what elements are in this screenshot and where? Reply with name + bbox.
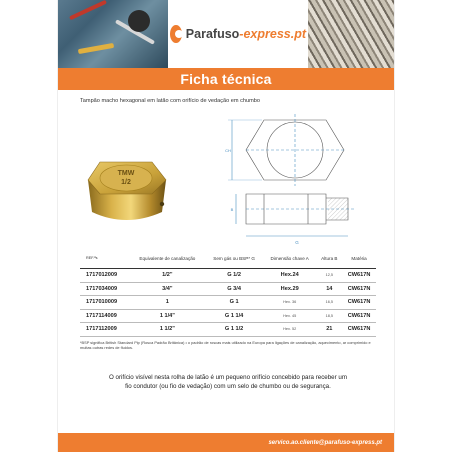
- brand-domain: -express.pt: [239, 27, 306, 41]
- brand-name: Parafuso: [185, 27, 240, 41]
- cell-dim: Hex. 52: [263, 323, 317, 337]
- product-marking-1: TMW: [117, 170, 135, 177]
- brand-logo[interactable]: [170, 22, 306, 46]
- cell-thread: G 1 1/2: [205, 323, 263, 337]
- cell-equiv: 1: [129, 296, 205, 310]
- cell-thread: G 1/2: [205, 269, 263, 283]
- label-ch: CH: [225, 148, 231, 153]
- col-height: Altura B: [316, 248, 342, 269]
- header: [58, 0, 394, 68]
- screws-photo: [308, 0, 394, 68]
- cell-equiv: 1 1/2": [129, 323, 205, 337]
- cap-face: [100, 165, 152, 191]
- title-banner: [58, 68, 394, 90]
- cell-dim: Hex.24: [263, 269, 317, 283]
- cell-dim: Hex. 45: [263, 309, 317, 323]
- cell-height: 18,5: [316, 309, 342, 323]
- col-dim: Dimensão chave A: [263, 248, 317, 269]
- cell-height: 12,5: [316, 269, 342, 283]
- label-g: G: [295, 240, 299, 245]
- spec-sheet: [58, 0, 394, 452]
- spec-table: [80, 248, 376, 337]
- cell-equiv: 1 1/4": [129, 309, 205, 323]
- cell-thread: G 1: [205, 296, 263, 310]
- col-material: Matéria: [342, 248, 376, 269]
- logo-text: [186, 27, 306, 41]
- table-header-row: [80, 248, 376, 269]
- tool-shape: [78, 43, 114, 54]
- tool-shape: [69, 0, 107, 20]
- thread-hatch: [328, 198, 348, 220]
- cell-equiv: 3/4": [129, 282, 205, 296]
- cell-material: CW617N: [342, 309, 376, 323]
- product-description: Tampão macho hexagonal em latão com orifício de vedação em chumbo: [80, 98, 261, 104]
- cell-equiv: 1/2": [129, 269, 205, 283]
- col-equiv: Equivalente de canalização: [129, 248, 205, 269]
- table-row: [80, 323, 376, 337]
- contact-email[interactable]: servico.ao.cliente@parafuso-express.pt: [268, 439, 382, 446]
- cell-ref: 1717112009: [80, 323, 129, 337]
- cell-thread: G 1 1/4: [205, 309, 263, 323]
- technical-drawing: [216, 110, 376, 250]
- cell-material: CW617N: [342, 282, 376, 296]
- cell-dim: Hex. 36: [263, 296, 317, 310]
- logo-icon: [170, 25, 182, 43]
- seal-note: O orifício visível nesta rolha de latão é um pequeno orifício concebido para receber um fio condutor (ou fio de vedação) com um selo de chumbo ou de segurança.: [108, 374, 347, 390]
- table-row: [80, 309, 376, 323]
- cell-ref: 1717034009: [80, 282, 129, 296]
- cell-ref: 1717012009: [80, 269, 129, 283]
- cell-material: CW617N: [342, 323, 376, 337]
- bsp-footnote: *BSP significa British Standard Pip (Rosca Padrão Britânica) • o padrão de roscas mais utilizado na Europa para ligações de canalização, aquecimento, ar comprimido e muitas outras redes de fluidos.: [80, 340, 371, 351]
- seal-hole: [160, 202, 164, 206]
- product-marking-2: 1/2: [121, 179, 131, 186]
- cell-material: CW617N: [342, 296, 376, 310]
- col-thread: Sem gás ou BSP* G: [205, 248, 263, 269]
- table-row: [80, 282, 376, 296]
- product-photo: [78, 150, 174, 230]
- table-row: [80, 296, 376, 310]
- table-row: [80, 269, 376, 283]
- page-title: Ficha técnica: [180, 71, 272, 87]
- tools-photo: [58, 0, 168, 68]
- cell-height: 14: [316, 282, 342, 296]
- cell-dim: Hex.29: [263, 282, 317, 296]
- cell-material: CW617N: [342, 269, 376, 283]
- cell-height: 21: [316, 323, 342, 337]
- footer-bar: [58, 433, 394, 452]
- label-b: B: [230, 207, 234, 212]
- cell-ref: 1717114009: [80, 309, 129, 323]
- col-ref: REF.ªs: [80, 248, 129, 269]
- tool-shape: [128, 10, 150, 32]
- cell-thread: G 3/4: [205, 282, 263, 296]
- cell-ref: 1717010009: [80, 296, 129, 310]
- cell-height: 16,5: [316, 296, 342, 310]
